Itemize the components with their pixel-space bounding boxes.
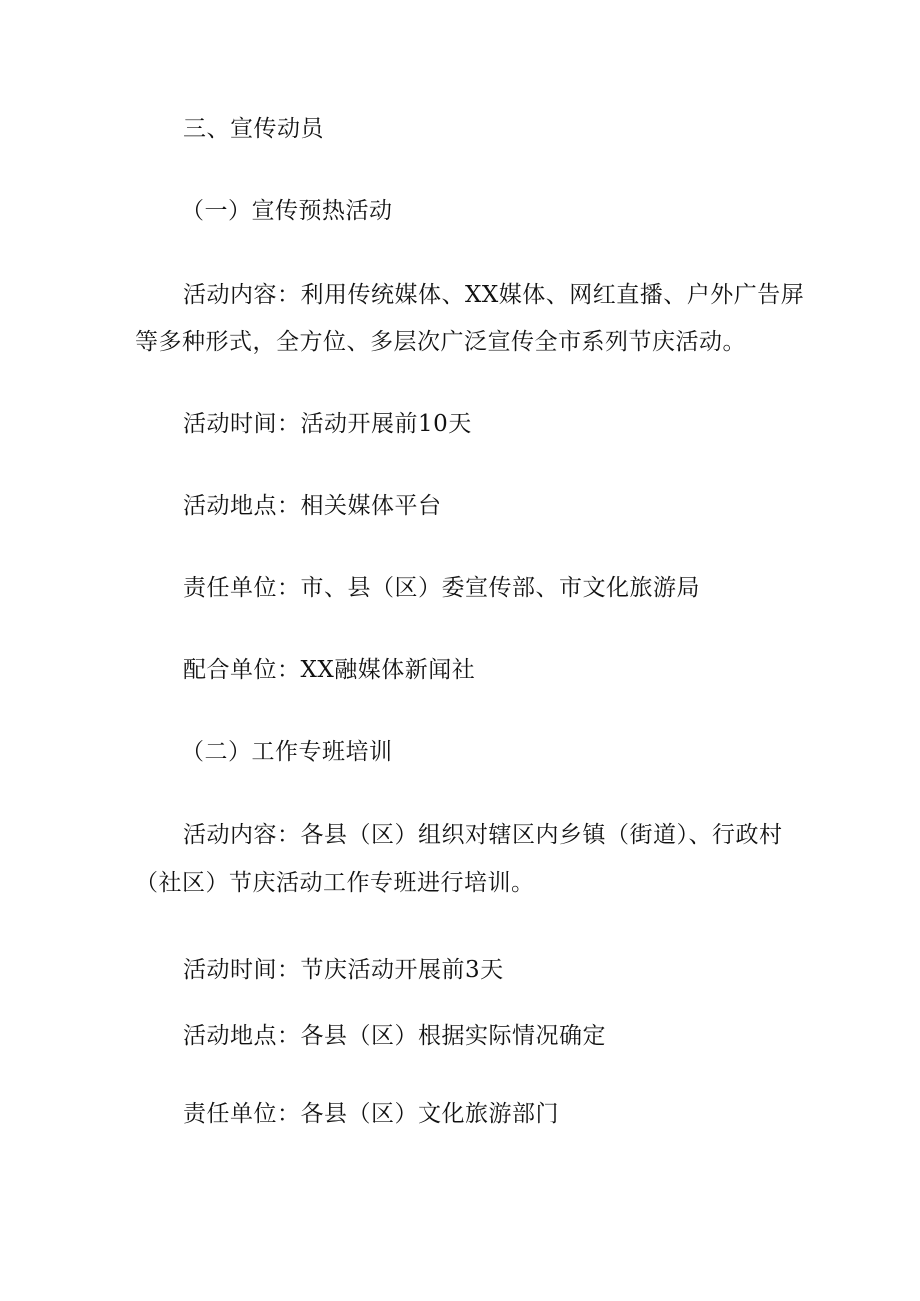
- activity-content-1-cont: 等多种形式，全方位、多层次广泛宣传全市系列节庆活动。: [135, 329, 746, 355]
- activity-place-2: 活动地点：各县（区）根据实际情况确定: [183, 1023, 606, 1049]
- subsection-title-2: （二）工作专班培训: [181, 739, 393, 765]
- activity-place-1: 活动地点：相关媒体平台: [183, 493, 442, 519]
- activity-content-2-cont: （社区）节庆活动工作专班进行培训。: [135, 870, 535, 896]
- responsible-unit-1: 责任单位：市、县（区）委宣传部、市文化旅游局: [183, 575, 700, 601]
- subsection-title-1: （一）宣传预热活动: [181, 198, 393, 224]
- activity-time-2: 活动时间：节庆活动开展前3天: [183, 957, 504, 983]
- cooperating-unit-1: 配合单位：XX融媒体新闻社: [183, 657, 476, 683]
- section-heading: 三、宣传动员: [183, 116, 324, 142]
- activity-time-1: 活动时间：活动开展前10天: [183, 411, 472, 437]
- activity-content-2: 活动内容：各县（区）组织对辖区内乡镇（街道）、行政村: [183, 822, 783, 848]
- activity-content-1: 活动内容：利用传统媒体、XX媒体、网红直播、户外广告屏: [183, 282, 805, 308]
- responsible-unit-2: 责任单位：各县（区）文化旅游部门: [183, 1101, 559, 1127]
